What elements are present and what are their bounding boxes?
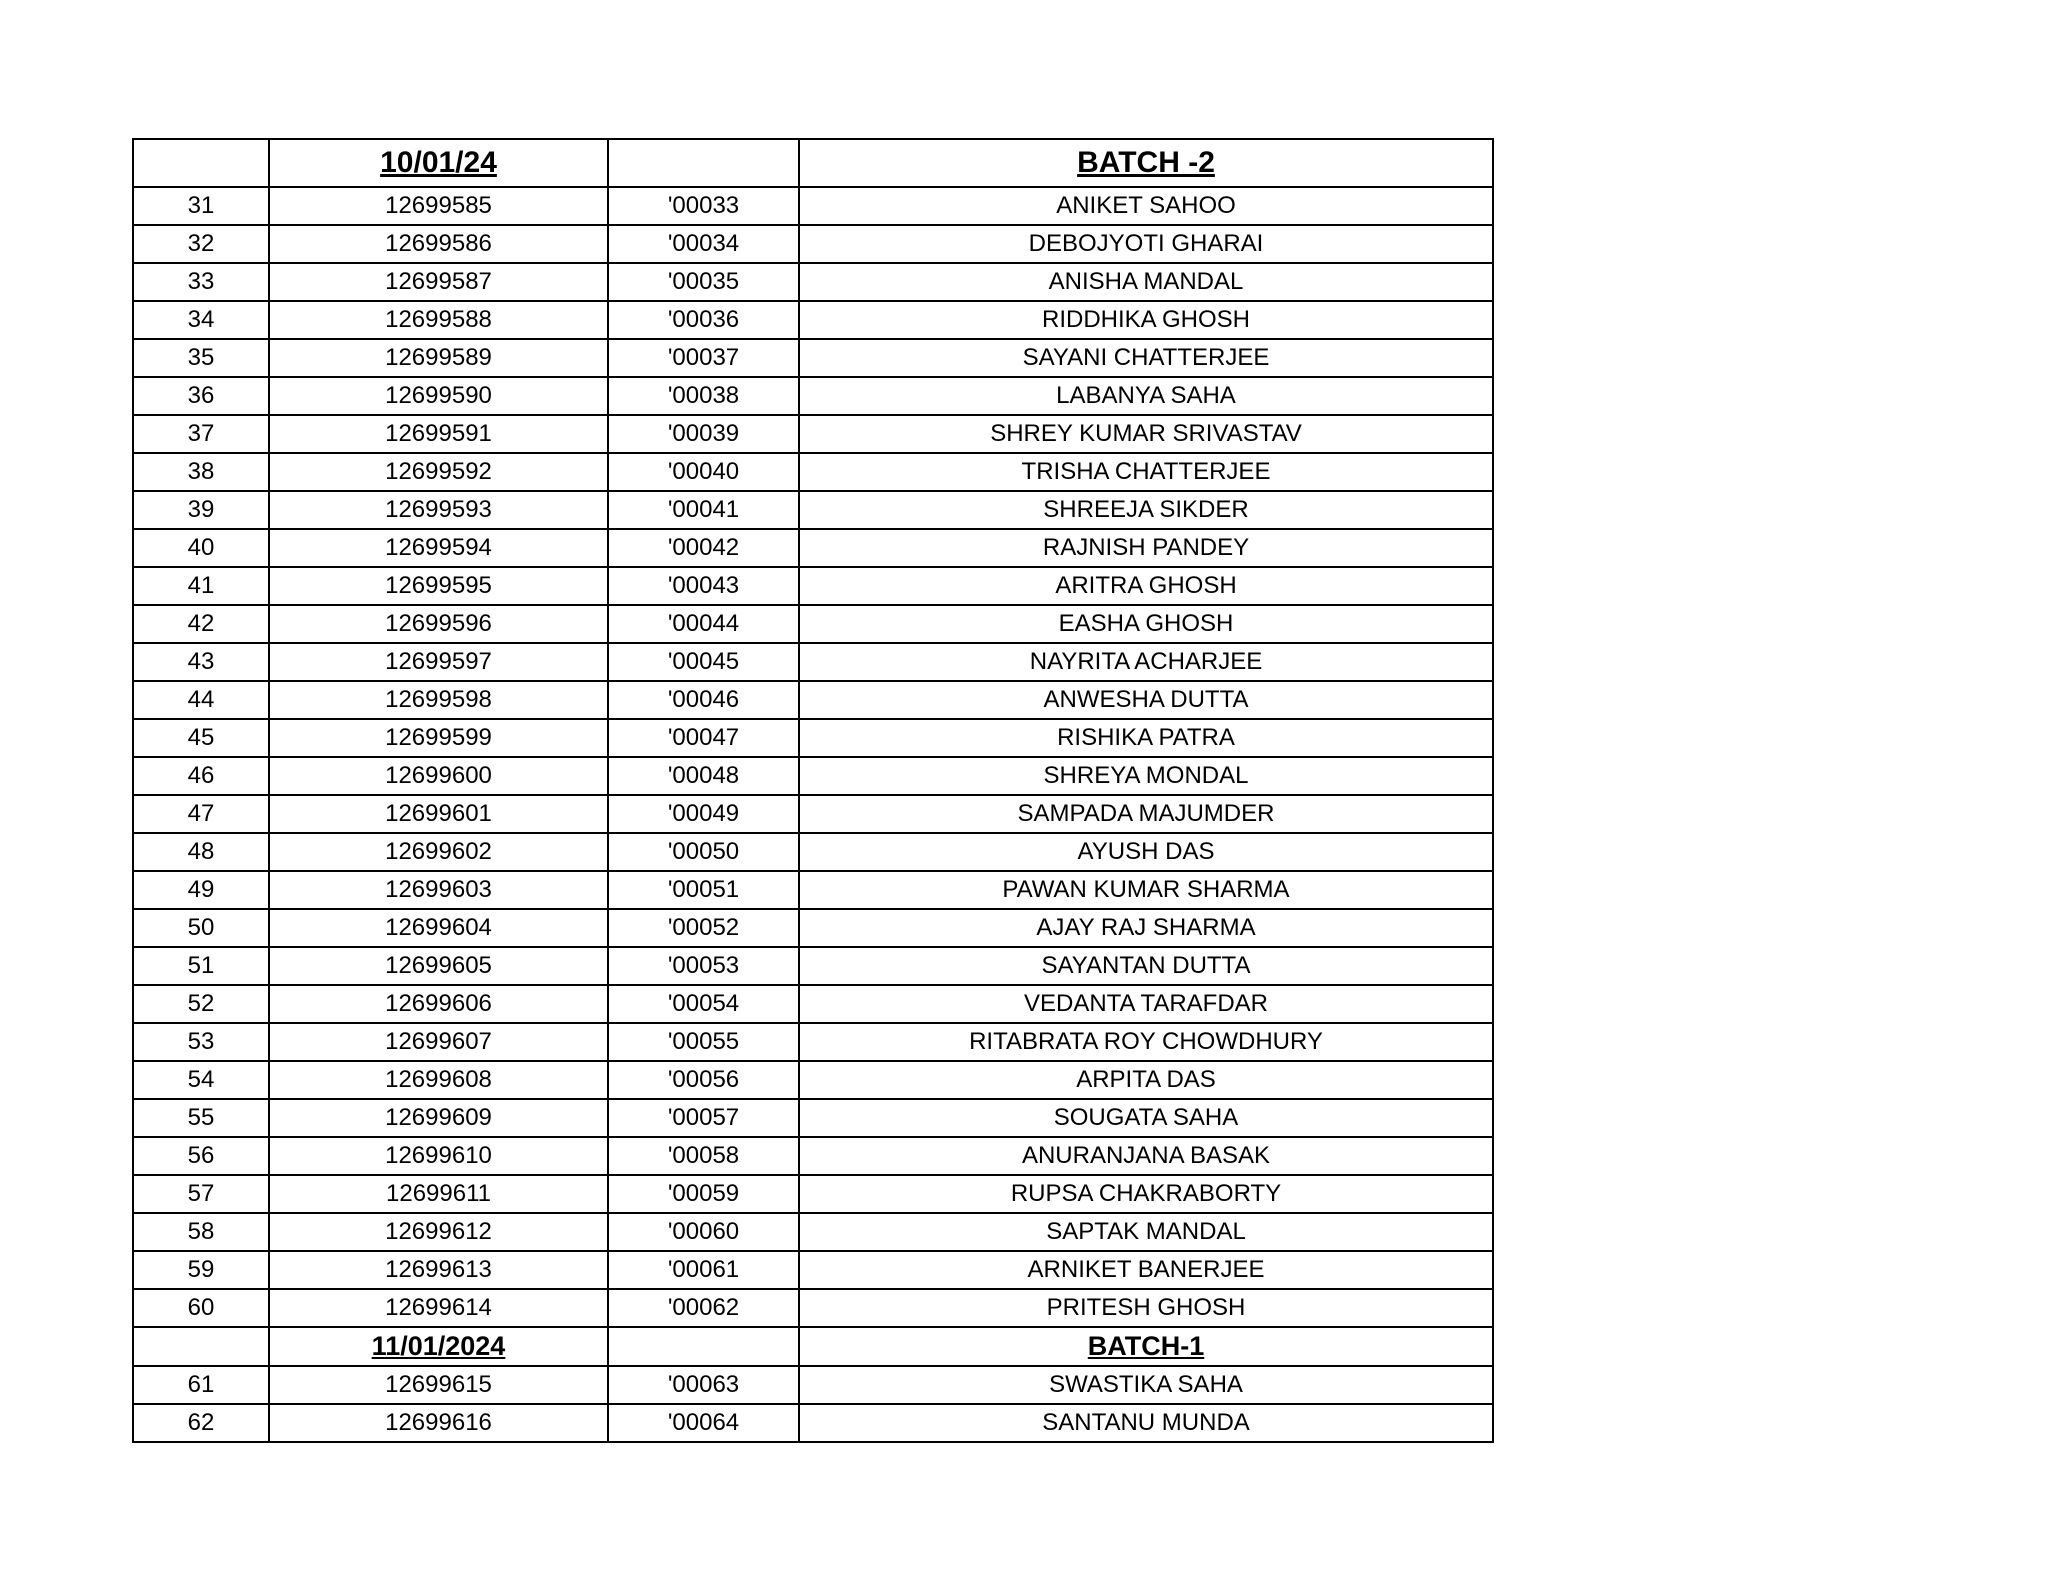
- table-row: [133, 263, 1493, 301]
- student-name-cell: SAPTAK MANDAL: [799, 1213, 1493, 1251]
- serial-cell: 31: [133, 187, 269, 225]
- roll-number-cell: '00054: [608, 985, 799, 1023]
- serial-cell: 48: [133, 833, 269, 871]
- table-row: [133, 453, 1493, 491]
- student-name-cell: SAYANI CHATTERJEE: [799, 339, 1493, 377]
- table-row: [133, 1061, 1493, 1099]
- registration-number-cell: 12699602: [269, 833, 608, 871]
- serial-cell: 36: [133, 377, 269, 415]
- roll-number-cell: '00048: [608, 757, 799, 795]
- roll-number-cell: '00056: [608, 1061, 799, 1099]
- table-row: [133, 681, 1493, 719]
- serial-cell: 43: [133, 643, 269, 681]
- roll-number-cell: '00059: [608, 1175, 799, 1213]
- serial-cell: 34: [133, 301, 269, 339]
- table-row: [133, 871, 1493, 909]
- roll-number-cell: '00040: [608, 453, 799, 491]
- student-name-cell: VEDANTA TARAFDAR: [799, 985, 1493, 1023]
- roll-number-cell: '00063: [608, 1366, 799, 1404]
- serial-cell: 55: [133, 1099, 269, 1137]
- student-name-cell: RISHIKA PATRA: [799, 719, 1493, 757]
- registration-number-cell: 12699611: [269, 1175, 608, 1213]
- roll-number-cell: '00064: [608, 1404, 799, 1442]
- serial-cell: 33: [133, 263, 269, 301]
- student-name-cell: ANIKET SAHOO: [799, 187, 1493, 225]
- table-row: [133, 795, 1493, 833]
- registration-number-cell: 12699589: [269, 339, 608, 377]
- blank-cell: [608, 139, 799, 187]
- registration-number-cell: 12699595: [269, 567, 608, 605]
- table-row: [133, 1404, 1493, 1442]
- registration-number-cell: 12699592: [269, 453, 608, 491]
- section-date: 10/01/24: [269, 139, 608, 187]
- table-row: [133, 187, 1493, 225]
- student-name-cell: RITABRATA ROY CHOWDHURY: [799, 1023, 1493, 1061]
- roll-number-cell: '00061: [608, 1251, 799, 1289]
- serial-cell: 42: [133, 605, 269, 643]
- serial-cell: 62: [133, 1404, 269, 1442]
- roll-number-cell: '00041: [608, 491, 799, 529]
- roll-number-cell: '00042: [608, 529, 799, 567]
- registration-number-cell: 12699601: [269, 795, 608, 833]
- serial-cell: 40: [133, 529, 269, 567]
- serial-cell: 61: [133, 1366, 269, 1404]
- student-name-cell: ANISHA MANDAL: [799, 263, 1493, 301]
- blank-cell: [608, 1327, 799, 1366]
- blank-cell: [133, 139, 269, 187]
- table-row: [133, 909, 1493, 947]
- serial-cell: 52: [133, 985, 269, 1023]
- student-name-cell: ANURANJANA BASAK: [799, 1137, 1493, 1175]
- table-row: [133, 1099, 1493, 1137]
- roll-number-cell: '00046: [608, 681, 799, 719]
- table-row: [133, 529, 1493, 567]
- roll-number-cell: '00055: [608, 1023, 799, 1061]
- roll-number-cell: '00060: [608, 1213, 799, 1251]
- student-name-cell: SWASTIKA SAHA: [799, 1366, 1493, 1404]
- registration-number-cell: 12699586: [269, 225, 608, 263]
- registration-number-cell: 12699613: [269, 1251, 608, 1289]
- registration-number-cell: 12699598: [269, 681, 608, 719]
- student-name-cell: ANWESHA DUTTA: [799, 681, 1493, 719]
- student-name-cell: RAJNISH PANDEY: [799, 529, 1493, 567]
- student-name-cell: TRISHA CHATTERJEE: [799, 453, 1493, 491]
- student-name-cell: ARNIKET BANERJEE: [799, 1251, 1493, 1289]
- student-name-cell: SHREEJA SIKDER: [799, 491, 1493, 529]
- table-row: [133, 757, 1493, 795]
- table-row: [133, 415, 1493, 453]
- student-name-cell: RUPSA CHAKRABORTY: [799, 1175, 1493, 1213]
- serial-cell: 59: [133, 1251, 269, 1289]
- registration-number-cell: 12699594: [269, 529, 608, 567]
- serial-cell: 49: [133, 871, 269, 909]
- table-row: [133, 719, 1493, 757]
- registration-number-cell: 12699599: [269, 719, 608, 757]
- student-name-cell: DEBOJYOTI GHARAI: [799, 225, 1493, 263]
- registration-number-cell: 12699596: [269, 605, 608, 643]
- registration-number-cell: 12699588: [269, 301, 608, 339]
- table-row: [133, 567, 1493, 605]
- serial-cell: 35: [133, 339, 269, 377]
- student-name-cell: ARPITA DAS: [799, 1061, 1493, 1099]
- roll-number-cell: '00053: [608, 947, 799, 985]
- table-row: [133, 833, 1493, 871]
- registration-number-cell: 12699585: [269, 187, 608, 225]
- roll-number-cell: '00052: [608, 909, 799, 947]
- serial-cell: 45: [133, 719, 269, 757]
- student-name-cell: AYUSH DAS: [799, 833, 1493, 871]
- student-name-cell: PAWAN KUMAR SHARMA: [799, 871, 1493, 909]
- student-batch-table: [132, 138, 1494, 1443]
- table-row: [133, 643, 1493, 681]
- roll-number-cell: '00050: [608, 833, 799, 871]
- registration-number-cell: 12699612: [269, 1213, 608, 1251]
- roll-number-cell: '00036: [608, 301, 799, 339]
- table-row: [133, 377, 1493, 415]
- table-row: [133, 1175, 1493, 1213]
- registration-number-cell: 12699597: [269, 643, 608, 681]
- serial-cell: 50: [133, 909, 269, 947]
- roll-number-cell: '00045: [608, 643, 799, 681]
- registration-number-cell: 12699610: [269, 1137, 608, 1175]
- roll-number-cell: '00043: [608, 567, 799, 605]
- registration-number-cell: 12699593: [269, 491, 608, 529]
- blank-cell: [133, 1327, 269, 1366]
- roll-number-cell: '00039: [608, 415, 799, 453]
- serial-cell: 60: [133, 1289, 269, 1327]
- roll-number-cell: '00037: [608, 339, 799, 377]
- registration-number-cell: 12699600: [269, 757, 608, 795]
- registration-number-cell: 12699604: [269, 909, 608, 947]
- student-name-cell: SOUGATA SAHA: [799, 1099, 1493, 1137]
- student-name-cell: PRITESH GHOSH: [799, 1289, 1493, 1327]
- roll-number-cell: '00057: [608, 1099, 799, 1137]
- student-name-cell: RIDDHIKA GHOSH: [799, 301, 1493, 339]
- registration-number-cell: 12699607: [269, 1023, 608, 1061]
- table-row: [133, 1289, 1493, 1327]
- table-body: [133, 139, 1493, 1442]
- table-row: [133, 985, 1493, 1023]
- registration-number-cell: 12699614: [269, 1289, 608, 1327]
- table-row: [133, 301, 1493, 339]
- registration-number-cell: 12699591: [269, 415, 608, 453]
- roll-number-cell: '00062: [608, 1289, 799, 1327]
- section-date: 11/01/2024: [269, 1327, 608, 1366]
- student-name-cell: SHREY KUMAR SRIVASTAV: [799, 415, 1493, 453]
- table-row: [133, 1023, 1493, 1061]
- student-name-cell: ARITRA GHOSH: [799, 567, 1493, 605]
- student-name-cell: LABANYA SAHA: [799, 377, 1493, 415]
- section-header-row: [133, 1327, 1493, 1366]
- student-name-cell: NAYRITA ACHARJEE: [799, 643, 1493, 681]
- roll-number-cell: '00033: [608, 187, 799, 225]
- table-row: [133, 1137, 1493, 1175]
- registration-number-cell: 12699590: [269, 377, 608, 415]
- table-row: [133, 947, 1493, 985]
- table-row: [133, 1251, 1493, 1289]
- serial-cell: 47: [133, 795, 269, 833]
- serial-cell: 56: [133, 1137, 269, 1175]
- registration-number-cell: 12699603: [269, 871, 608, 909]
- registration-number-cell: 12699605: [269, 947, 608, 985]
- table-row: [133, 1213, 1493, 1251]
- roll-number-cell: '00051: [608, 871, 799, 909]
- student-name-cell: SAMPADA MAJUMDER: [799, 795, 1493, 833]
- serial-cell: 37: [133, 415, 269, 453]
- serial-cell: 58: [133, 1213, 269, 1251]
- table-row: [133, 1366, 1493, 1404]
- registration-number-cell: 12699615: [269, 1366, 608, 1404]
- student-name-cell: AJAY RAJ SHARMA: [799, 909, 1493, 947]
- registration-number-cell: 12699616: [269, 1404, 608, 1442]
- serial-cell: 46: [133, 757, 269, 795]
- serial-cell: 51: [133, 947, 269, 985]
- serial-cell: 38: [133, 453, 269, 491]
- serial-cell: 53: [133, 1023, 269, 1061]
- roll-number-cell: '00058: [608, 1137, 799, 1175]
- registration-number-cell: 12699608: [269, 1061, 608, 1099]
- serial-cell: 44: [133, 681, 269, 719]
- serial-cell: 57: [133, 1175, 269, 1213]
- roll-number-cell: '00035: [608, 263, 799, 301]
- roll-number-cell: '00038: [608, 377, 799, 415]
- table-row: [133, 339, 1493, 377]
- serial-cell: 32: [133, 225, 269, 263]
- section-batch: BATCH-1: [799, 1327, 1493, 1366]
- table-row: [133, 491, 1493, 529]
- serial-cell: 54: [133, 1061, 269, 1099]
- registration-number-cell: 12699606: [269, 985, 608, 1023]
- student-name-cell: SANTANU MUNDA: [799, 1404, 1493, 1442]
- roll-number-cell: '00047: [608, 719, 799, 757]
- student-name-cell: SHREYA MONDAL: [799, 757, 1493, 795]
- registration-number-cell: 12699609: [269, 1099, 608, 1137]
- table-row: [133, 605, 1493, 643]
- section-header-row: [133, 139, 1493, 187]
- serial-cell: 39: [133, 491, 269, 529]
- student-name-cell: SAYANTAN DUTTA: [799, 947, 1493, 985]
- section-batch: BATCH -2: [799, 139, 1493, 187]
- roll-number-cell: '00049: [608, 795, 799, 833]
- roll-number-cell: '00034: [608, 225, 799, 263]
- registration-number-cell: 12699587: [269, 263, 608, 301]
- serial-cell: 41: [133, 567, 269, 605]
- roll-number-cell: '00044: [608, 605, 799, 643]
- table-row: [133, 225, 1493, 263]
- student-name-cell: EASHA GHOSH: [799, 605, 1493, 643]
